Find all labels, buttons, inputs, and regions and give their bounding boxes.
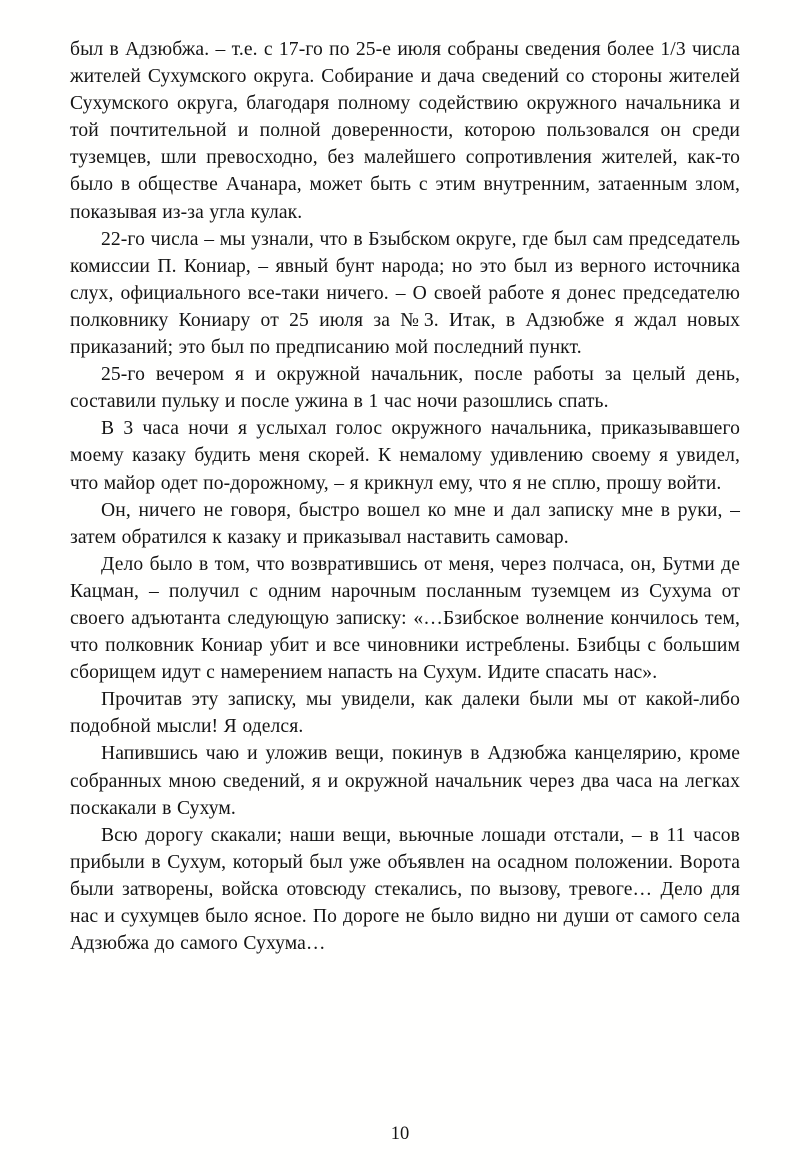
paragraph: был в Адзюбжа. – т.е. с 17-го по 25-е июля собраны сведения более 1/3 числа жителей Сухумского округа. Собирание и дача сведений со стороны жителей Сухумского округа, благодаря полному содействию окружного начальника и той почтительной и полной доверенности, которою пользовался он среди туземцев, шли превосходно, без малейшего сопротивления жителей, как-то было в обществе Ачанара, может быть с этим внутренним, затаенным злом, показывая из-за угла кулак. — [70, 39, 740, 223]
paragraph: 22-го числа – мы узнали, что в Бзыбском округе, где был сам председатель комиссии П. Кониар, – явный бунт народа; но это был из верного источника слух, официального все-таки ничего. – О своей работе я донес председателю полковнику Кониару от 25 июля за №3. Итак, в Адзюбже я ждал новых приказаний; это был по предписанию мой последний пункт. — [70, 228, 740, 359]
paragraph: Дело было в том, что возвратившись от меня, через полчаса, он, Бутми де Кацман, – получил с одним нарочным посланным туземцем из Сухума от своего адъютанта следующую записку: «…Бзибское волнение кончилось тем, что полковник Кониар убит и все чиновники истреблены. Бзибцы с большим сборищем идут с намерением напасть на Сухум. Идите спасать нас». — [70, 553, 740, 684]
paragraph: Напившись чаю и уложив вещи, покинув в Адзюбжа канцелярию, кроме собранных мною сведений, я и окружной начальник через два часа на легках поскакали в Сухум. — [70, 743, 740, 819]
paragraph: Он, ничего не говоря, быстро вошел ко мне и дал записку мне в руки, – затем обратился к казаку и приказывал наставить самовар. — [70, 499, 740, 548]
paragraph: В 3 часа ночи я услыхал голос окружного начальника, приказывавшего моему казаку будить меня скорей. К немалому удивлению своему я увидел, что майор одет по-дорожному, – я крикнул ему, что я не сплю, прошу войти. — [70, 418, 740, 494]
page-number: 10 — [390, 1124, 410, 1144]
paragraph: Всю дорогу скакали; наши вещи, вьючные лошади отстали, – в 11 часов прибыли в Сухум, который был уже объявлен на осадном положении. Ворота были затворены, войска отовсюду стекались, по вызову, тревоге… Дело для нас и сухумцев было ясное. По дороге не было видно ни души от самого села Адзюбжа до самого Сухума… — [70, 824, 740, 955]
body-text — [70, 36, 740, 957]
paragraph: Прочитав эту записку, мы увидели, как далеки были мы от какой-либо подобной мысли! Я оделся. — [70, 689, 740, 738]
paragraph: 25-го вечером я и окружной начальник, после работы за целый день, составили пульку и после ужина в 1 час ночи разошлись спать. — [70, 364, 740, 413]
